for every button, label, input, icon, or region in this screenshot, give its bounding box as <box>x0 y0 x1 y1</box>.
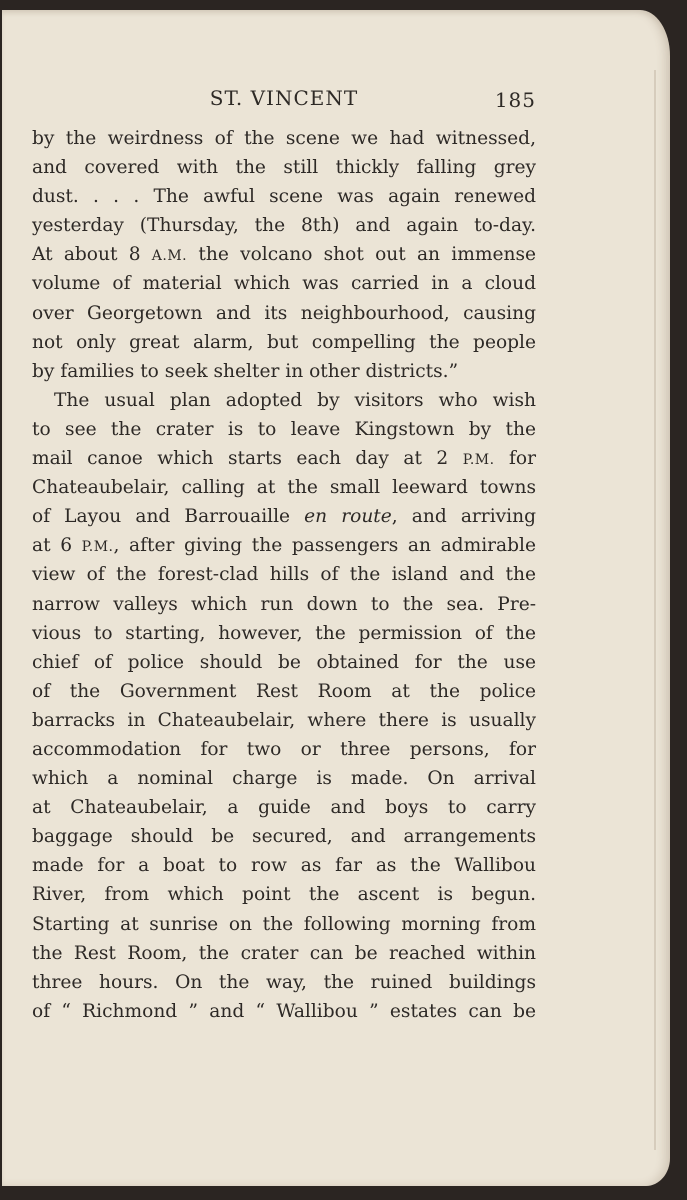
text-line: Chateaubelair, calling at the small leeward towns <box>32 477 536 499</box>
text-line: three hours. On the way, the ruined buildings <box>32 971 536 993</box>
text-line: by the weirdness of the scene we had witnessed, <box>32 128 536 149</box>
text-line: made for a boat to row as far as the Wallibou <box>32 855 536 877</box>
page-number: 185 <box>494 88 536 112</box>
text-line: of Layou and Barrouaille en route, and arriving <box>32 506 536 528</box>
text-line: volume of material which was carried in a cloud <box>32 273 536 295</box>
text-line: over Georgetown and its neighbourhood, causing <box>32 302 536 324</box>
text-line: narrow valleys which run down to the sea. Pre- <box>32 593 536 615</box>
text-line: which a nominal charge is made. On arrival <box>32 768 536 790</box>
body-text <box>32 124 536 1026</box>
text-line: of “ Richmond ” and “ Wallibou ” estates can be <box>32 1000 536 1022</box>
text-line: view of the forest-clad hills of the island and the <box>32 564 536 586</box>
text-line: by families to seek shelter in other districts.” <box>32 360 459 382</box>
text-line: at Chateaubelair, a guide and boys to carry <box>32 797 536 819</box>
text-line: barracks in Chateaubelair, where there is usually <box>32 709 536 731</box>
small-caps-time: P.M. <box>81 539 114 556</box>
text-line: not only great alarm, but compelling the people <box>32 331 536 353</box>
text-line: At about 8 A.M. the volcano shot out an immense <box>32 244 536 266</box>
text-line: the Rest Room, the crater can be reached within <box>32 942 536 964</box>
text-line: chief of police should be obtained for the use <box>32 651 536 673</box>
text-line: of the Government Rest Room at the police <box>32 680 536 702</box>
small-caps-time: A.M. <box>151 248 188 265</box>
text-line: accommodation for two or three persons, for <box>32 738 536 760</box>
text-line: to see the crater is to leave Kingstown by the <box>32 418 536 440</box>
text-line: baggage should be secured, and arrangements <box>32 826 536 848</box>
paragraph-start-line: The usual plan adopted by visitors who wish <box>54 389 536 411</box>
text-line: yesterday (Thursday, the 8th) and again to-day. <box>32 215 536 237</box>
text-line: dust. . . . The awful scene was again renewed <box>32 186 536 208</box>
text-line: and covered with the still thickly falling grey <box>32 157 536 179</box>
running-head <box>32 86 536 116</box>
italic-phrase: en route <box>304 506 392 528</box>
text-line: at 6 P.M., after giving the passengers an admirable <box>32 535 536 557</box>
small-caps-time: P.M. <box>462 452 495 469</box>
text-line: mail canoe which starts each day at 2 P.M. for <box>32 448 537 470</box>
page-edge <box>654 70 656 1150</box>
text-line: vious to starting, however, the permission of the <box>32 622 536 644</box>
text-line: River, from which point the ascent is begun. <box>32 884 536 906</box>
text-line: Starting at sunrise on the following morning from <box>32 913 536 935</box>
running-title: ST. VINCENT <box>209 86 359 110</box>
